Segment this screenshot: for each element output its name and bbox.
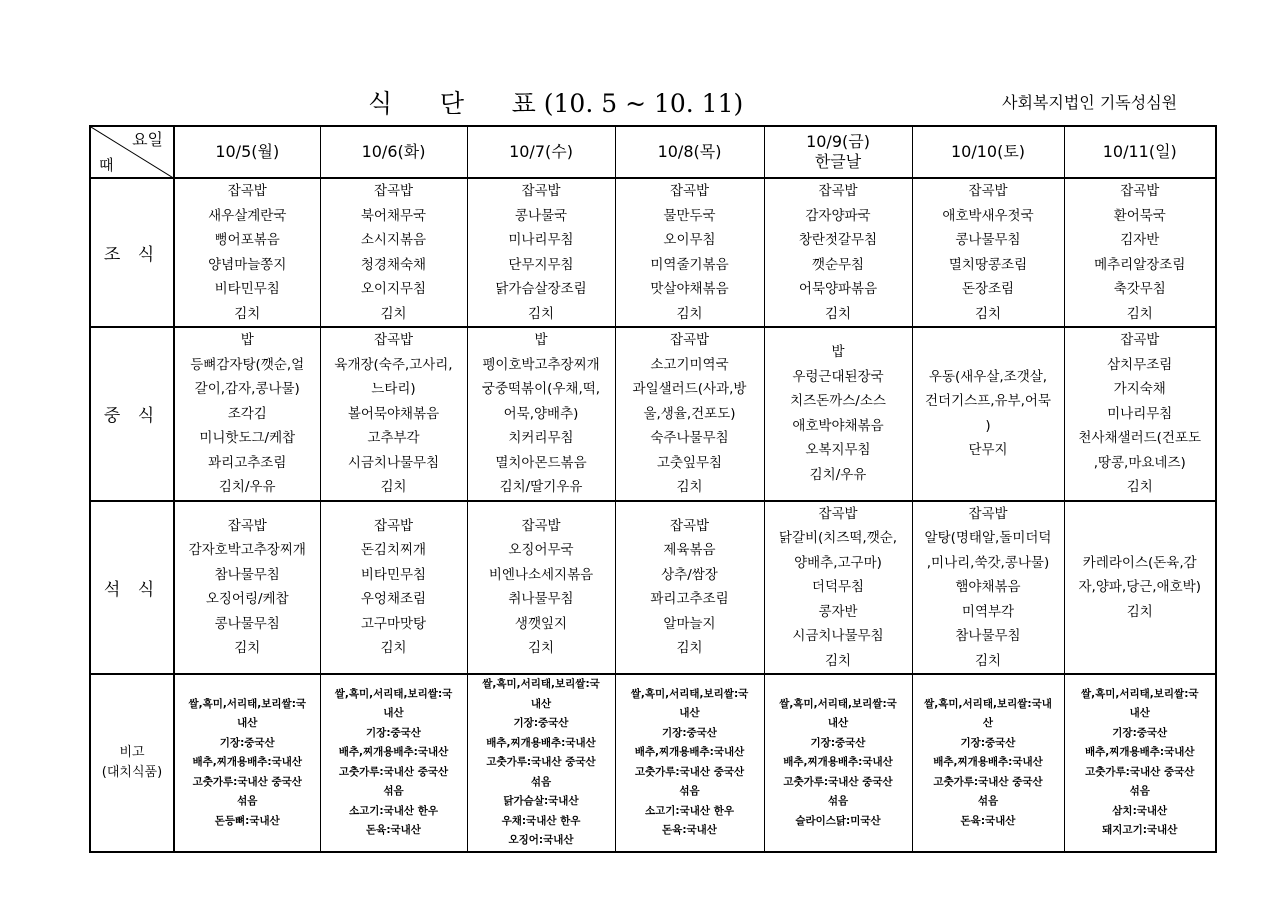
menu-item: 건더기스프,유부,어묵 (925, 393, 1051, 410)
menu-item: 자,양파,당근,애호박) (1078, 579, 1201, 595)
origin-note-cell (174, 674, 320, 852)
menu-item: 제육볶음 (663, 542, 716, 559)
menu-item: 삼치무조림 (1107, 356, 1173, 373)
menu-item: 고추부각 (367, 430, 420, 446)
corner-meal-label: 때 (99, 156, 114, 174)
menu-item: 김치 (1126, 305, 1153, 322)
menu-cell (764, 501, 912, 675)
origin-note-line: 섞음 (977, 795, 999, 807)
menu-item: 취나물무침 (508, 591, 574, 608)
menu-item: 닭갈비(치즈떡,깻순, (778, 530, 898, 546)
menu-item: 애호박새우젓국 (942, 207, 1034, 224)
menu-item: 잡곡밥 (373, 517, 414, 534)
menu-cell (912, 327, 1064, 501)
menu-item: 오징어링/케찹 (205, 591, 289, 608)
menu-item: 천사채샐러드(건포도 (1078, 430, 1202, 446)
menu-cell (615, 327, 764, 501)
origin-note-line: 돈등뼈:국내산 (214, 814, 280, 827)
menu-item: 카레라이스(돈육,감 (1082, 554, 1197, 571)
menu-item: 육개장(숙주,고사리, (334, 356, 453, 373)
notes-row (90, 674, 1216, 852)
menu-item: 잡곡밥 (968, 183, 1008, 199)
header-row (90, 126, 1216, 178)
menu-item: 김치/우유 (218, 479, 276, 495)
menu-item: 김치 (527, 640, 555, 657)
menu-item: 생깻잎지 (514, 615, 568, 632)
origin-note-line: 기장:중국산 (219, 736, 275, 749)
corner-day-label: 요일 (132, 130, 163, 149)
menu-cell (1064, 327, 1216, 501)
menu-item: 어묵,양배추) (503, 405, 579, 422)
origin-note-line: 섞음 (383, 785, 404, 798)
menu-item: 김치 (824, 305, 852, 322)
menu-item: 감자호박고추장찌개 (188, 542, 306, 559)
menu-item: 잡곡밥 (968, 505, 1008, 522)
origin-note-line: 내산 (383, 707, 404, 720)
menu-item: 콩나물국 (514, 207, 568, 224)
menu-cell (1064, 501, 1216, 675)
menu-item: 오징어무국 (508, 542, 574, 559)
menu-item: 김치 (234, 640, 261, 657)
menu-item: 깻순무침 (811, 256, 865, 273)
notes-label (90, 674, 174, 852)
day-label: 한글날 (814, 152, 862, 171)
origin-note-line: 기장:중국산 (960, 736, 1016, 749)
menu-item: 밥 (534, 332, 548, 348)
menu-item: 잡곡밥 (1120, 183, 1160, 199)
menu-item: 잡곡밥 (669, 517, 710, 534)
menu-item: 단무지 (968, 442, 1008, 459)
origin-note-line: 소고기:국내산 한우 (349, 804, 438, 817)
menu-item: 시금치나물무침 (792, 628, 884, 644)
origin-note-line: 고춧가루:국내산 중국산 (783, 775, 893, 788)
menu-item: 양배추,고구마) (794, 554, 882, 571)
menu-item: 햄야채볶음 (955, 579, 1021, 595)
menu-item: 김치 (1126, 479, 1153, 495)
menu-cell (467, 327, 615, 501)
origin-note-line: 섞음 (237, 795, 258, 807)
menu-item: 등뼈감자탕(깻순,얼 (190, 356, 305, 373)
origin-note-line: 산 (982, 717, 994, 729)
day-label: 10/11(일) (1102, 142, 1177, 161)
origin-note-line: 내산 (1129, 707, 1150, 720)
origin-note-line: 배추,찌개용배추:국내산 (338, 746, 449, 759)
menu-item: 김치 (380, 305, 407, 322)
menu-item: 잡곡밥 (669, 183, 710, 199)
origin-note-line: 섞음 (827, 795, 849, 807)
menu-item: 김치 (1126, 603, 1153, 620)
menu-item: 소시지볶음 (360, 232, 427, 248)
menu-item: 닭가슴살장조림 (495, 281, 587, 297)
menu-item: 과일샐러드(사과,방 (632, 381, 747, 397)
menu-item: 잡곡밥 (818, 505, 858, 522)
menu-item: 미역줄기볶음 (650, 256, 729, 273)
origin-note-line: 돈육:국내산 (662, 824, 717, 837)
origin-note-line: 기장:중국산 (810, 736, 866, 749)
notes-label-line: (대치식품) (101, 764, 163, 780)
origin-note-line: 내산 (530, 697, 552, 710)
menu-cell (174, 178, 320, 327)
menu-item: 돈김치찌개 (360, 542, 427, 559)
menu-item: 궁중떡볶이(우채,떡, (481, 381, 601, 397)
menu-item: 잡곡밥 (373, 332, 414, 348)
menu-item: 소고기미역국 (650, 356, 729, 373)
origin-note-line: 쌀,흑미,서리태,보리쌀:국 (482, 678, 600, 690)
menu-item: ,땅콩,마요네즈) (1093, 454, 1186, 471)
menu-item: 콩자반 (818, 603, 858, 620)
origin-note-line: 내산 (237, 717, 258, 729)
menu-cell (912, 178, 1064, 327)
menu-item: 볼어묵야채볶음 (347, 405, 440, 422)
menu-item: 김치 (527, 305, 555, 322)
menu-item: 축갓무침 (1113, 281, 1166, 297)
menu-item: 감자양파국 (805, 207, 871, 224)
menu-item: 펭이호박고추장찌개 (482, 356, 600, 373)
menu-item: 우동(새우살,조갯살, (928, 368, 1048, 385)
menu-item: 콩나물무침 (955, 232, 1021, 248)
origin-note-line: 닭가슴살:국내산 (503, 795, 579, 807)
origin-note-line: 쌀,흑미,서리태,보리쌀:국 (1080, 687, 1199, 700)
menu-item: 김자반 (1120, 232, 1160, 248)
origin-note-line: 고춧가루:국내산 중국산 (1085, 765, 1195, 778)
menu-item: 오이지무침 (360, 281, 427, 297)
menu-item: 미나리무침 (1107, 405, 1173, 422)
origin-note-line: 고춧가루:국내산 중국산 (338, 765, 449, 778)
day-header-cell (467, 126, 615, 178)
origin-note-cell (764, 674, 912, 852)
origin-note-line: 오징어:국내산 (508, 834, 574, 846)
day-header-cell (174, 126, 320, 178)
origin-note-line: 돼지고기:국내산 (1102, 824, 1178, 837)
origin-note-line: 배추,찌개용배추:국내산 (634, 746, 745, 759)
menu-item: 잡곡밥 (227, 183, 267, 199)
menu-item: 치커리무침 (508, 430, 574, 446)
menu-item: 참나물무침 (955, 628, 1021, 644)
menu-cell (912, 501, 1064, 675)
origin-note-line: 돈육:국내산 (366, 824, 421, 837)
menu-item: 꽈리고추조림 (208, 454, 287, 471)
origin-note-cell (912, 674, 1064, 852)
meal-label: 조 식 (90, 178, 174, 327)
menu-item: 밥 (831, 344, 845, 361)
menu-item: 김치 (380, 640, 407, 657)
menu-item: 우렁근대된장국 (792, 368, 884, 385)
menu-item: 알마늘지 (663, 615, 716, 632)
origin-note-line: 쌀,흑미,서리태,보리쌀:국 (188, 697, 307, 710)
menu-item: 뻥어포볶음 (214, 232, 280, 248)
menu-item: 잡곡밥 (521, 183, 561, 199)
origin-note-line: 섞음 (1129, 785, 1150, 798)
menu-item: 맛살야채볶음 (650, 281, 729, 297)
origin-note-line: 고춧가루:국내산 중국산 (192, 775, 302, 788)
menu-cell (764, 327, 912, 501)
origin-note-cell (1064, 674, 1216, 852)
corner-cell (90, 126, 174, 178)
origin-note-line: 기장:중국산 (662, 726, 717, 739)
origin-note-line: 고춧가루:국내산 중국산 (486, 756, 596, 768)
menu-item: 밥 (240, 332, 254, 348)
day-label: 10/8(목) (657, 142, 722, 161)
origin-note-line: 쌀,흑미,서리태,보리쌀:국 (779, 697, 897, 710)
menu-item: 어묵양파볶음 (798, 281, 878, 297)
menu-cell (615, 501, 764, 675)
menu-item: 치즈돈까스/소스 (790, 393, 886, 410)
menu-item: 새우살계란국 (208, 207, 287, 224)
menu-item: 꽈리고추조림 (650, 591, 729, 608)
menu-item: 김치 (234, 305, 261, 322)
menu-item: 김치 (380, 479, 407, 495)
menu-item: 양념마늘쫑지 (208, 256, 287, 273)
meal-row-lunch (90, 327, 1216, 501)
menu-item: 김치 (974, 305, 1002, 322)
day-header-cell (764, 126, 912, 178)
menu-item: 북어채무국 (360, 207, 427, 224)
origin-note-line: 기장:중국산 (1112, 726, 1168, 739)
origin-note-line: 배추,찌개용배추:국내산 (486, 736, 596, 749)
origin-note-line: 배추,찌개용배추:국내산 (933, 756, 1043, 768)
menu-item: ,미나리,쑥갓,콩나물) (926, 554, 1050, 571)
menu-item: 김치 (824, 652, 852, 669)
menu-item: 참나물무침 (214, 566, 280, 583)
menu-item: 오복지무침 (805, 442, 871, 459)
origin-note-line: 배추,찌개용배추:국내산 (1084, 746, 1195, 759)
menu-cell (174, 327, 320, 501)
origin-note-line: 소고기:국내산 한우 (645, 804, 734, 817)
menu-item: 김치 (676, 305, 703, 322)
menu-table (89, 125, 1217, 853)
origin-note-line: 쌀,흑미,서리태,보리쌀:국 (334, 687, 453, 700)
meal-label: 중 식 (90, 327, 174, 501)
menu-cell (320, 327, 467, 501)
menu-item: 물만두국 (663, 207, 716, 224)
menu-item: 김치/딸기우유 (499, 479, 583, 495)
menu-item: 잡곡밥 (1120, 332, 1160, 348)
origin-note-line: 내산 (679, 707, 700, 720)
menu-item: 김치/우유 (809, 466, 867, 483)
origin-note-line: 기장:중국산 (513, 717, 569, 729)
day-label: 10/5(월) (215, 142, 280, 161)
menu-item: 멸치땅콩조림 (948, 256, 1028, 273)
menu-item: 단무지무침 (508, 256, 574, 273)
day-header-cell (1064, 126, 1216, 178)
origin-note-line: 쌀,흑미,서리태,보리쌀:국 (630, 687, 749, 700)
meal-row-dinner (90, 501, 1216, 675)
menu-cell (467, 178, 615, 327)
menu-item: 더덕무침 (811, 579, 865, 595)
origin-note-line: 고춧가루:국내산 중국산 (933, 775, 1043, 788)
menu-item: 잡곡밥 (227, 517, 267, 534)
menu-item: 청경채숙채 (360, 256, 427, 273)
origin-note-line: 내산 (827, 717, 849, 729)
day-header-cell (912, 126, 1064, 178)
menu-item: 비엔나소세지볶음 (488, 566, 594, 583)
menu-item: 메추리알장조림 (1094, 256, 1186, 273)
menu-cell (320, 178, 467, 327)
menu-item: 잡곡밥 (521, 517, 561, 534)
page-title: 식 단 표 (10. 5 ~ 10. 11) (368, 89, 744, 118)
origin-note-line: 섞음 (679, 785, 700, 798)
origin-note-cell (467, 674, 615, 852)
menu-cell (764, 178, 912, 327)
menu-item: 잡곡밥 (818, 183, 858, 199)
day-label: 10/9(금) (806, 132, 870, 151)
menu-item: 숙주나물무침 (650, 430, 729, 446)
organization-name: 사회복지법인 기독성심원 (1002, 93, 1178, 112)
menu-item: 멸치아몬드볶음 (495, 454, 587, 471)
origin-note-line: 쌀,흑미,서리태,보리쌀:국내 (924, 697, 1052, 710)
menu-item: 환어묵국 (1113, 207, 1166, 224)
menu-item: 알탕(명태알,돌미더덕 (924, 530, 1052, 546)
menu-item: 잡곡밥 (373, 183, 414, 199)
notes-label-line: 비고 (119, 744, 145, 760)
menu-item: 김치 (676, 640, 703, 657)
menu-item: 김치 (676, 479, 703, 495)
origin-note-cell (615, 674, 764, 852)
menu-item: 미나리무침 (508, 232, 574, 248)
menu-item: 고춧잎무침 (656, 454, 723, 471)
origin-note-cell (320, 674, 467, 852)
menu-item: 콩나물무침 (214, 615, 280, 632)
origin-note-line: 고춧가루:국내산 중국산 (634, 765, 745, 778)
day-header-cell (615, 126, 764, 178)
origin-note-line: 배추,찌개용배추:국내산 (192, 756, 303, 768)
origin-note-line: 돈육:국내산 (960, 814, 1016, 827)
menu-cell (320, 501, 467, 675)
menu-item: 갈이,감자,콩나물) (194, 381, 300, 397)
menu-item: 시금치나물무침 (347, 454, 440, 471)
menu-item: 미역부각 (961, 603, 1015, 620)
menu-item: 창란젓갈무침 (798, 232, 878, 248)
day-label: 10/6(화) (361, 142, 426, 161)
menu-item: 가지숙채 (1113, 381, 1166, 397)
menu-item: 잡곡밥 (669, 332, 710, 348)
origin-note-line: 삼치:국내산 (1112, 804, 1168, 817)
menu-cell (615, 178, 764, 327)
origin-note-line: 우채:국내산 한우 (501, 814, 581, 827)
menu-item: 비타민무침 (360, 566, 427, 583)
menu-item: 김치 (974, 652, 1002, 669)
menu-item: 조각김 (227, 405, 267, 422)
menu-item: 오이무침 (663, 232, 716, 248)
menu-item: 상추/쌈장 (661, 566, 718, 583)
origin-note-line: 배추,찌개용배추:국내산 (783, 756, 893, 768)
day-header-cell (320, 126, 467, 178)
meal-label: 석 식 (90, 501, 174, 675)
menu-item: 고구마맛탕 (360, 615, 427, 632)
menu-item: 울,생율,건포도) (643, 405, 736, 422)
menu-cell (1064, 178, 1216, 327)
menu-cell (174, 501, 320, 675)
menu-item: 애호박야채볶음 (792, 417, 884, 434)
day-label: 10/7(수) (509, 142, 573, 161)
menu-item: 우엉채조림 (360, 591, 427, 608)
menu-item: ) (985, 417, 991, 434)
menu-item: 돈장조림 (961, 281, 1015, 297)
menu-cell (467, 501, 615, 675)
menu-item: 느타리) (371, 381, 416, 397)
menu-item: 비타민무침 (214, 281, 280, 297)
origin-note-line: 슬라이스닭:미국산 (795, 814, 881, 827)
origin-note-line: 기장:중국산 (366, 726, 421, 739)
menu-item: 미니핫도그/케찹 (199, 430, 296, 446)
day-label: 10/10(토) (950, 142, 1026, 161)
meal-row-breakfast (90, 178, 1216, 327)
origin-note-line: 섞음 (530, 775, 552, 788)
